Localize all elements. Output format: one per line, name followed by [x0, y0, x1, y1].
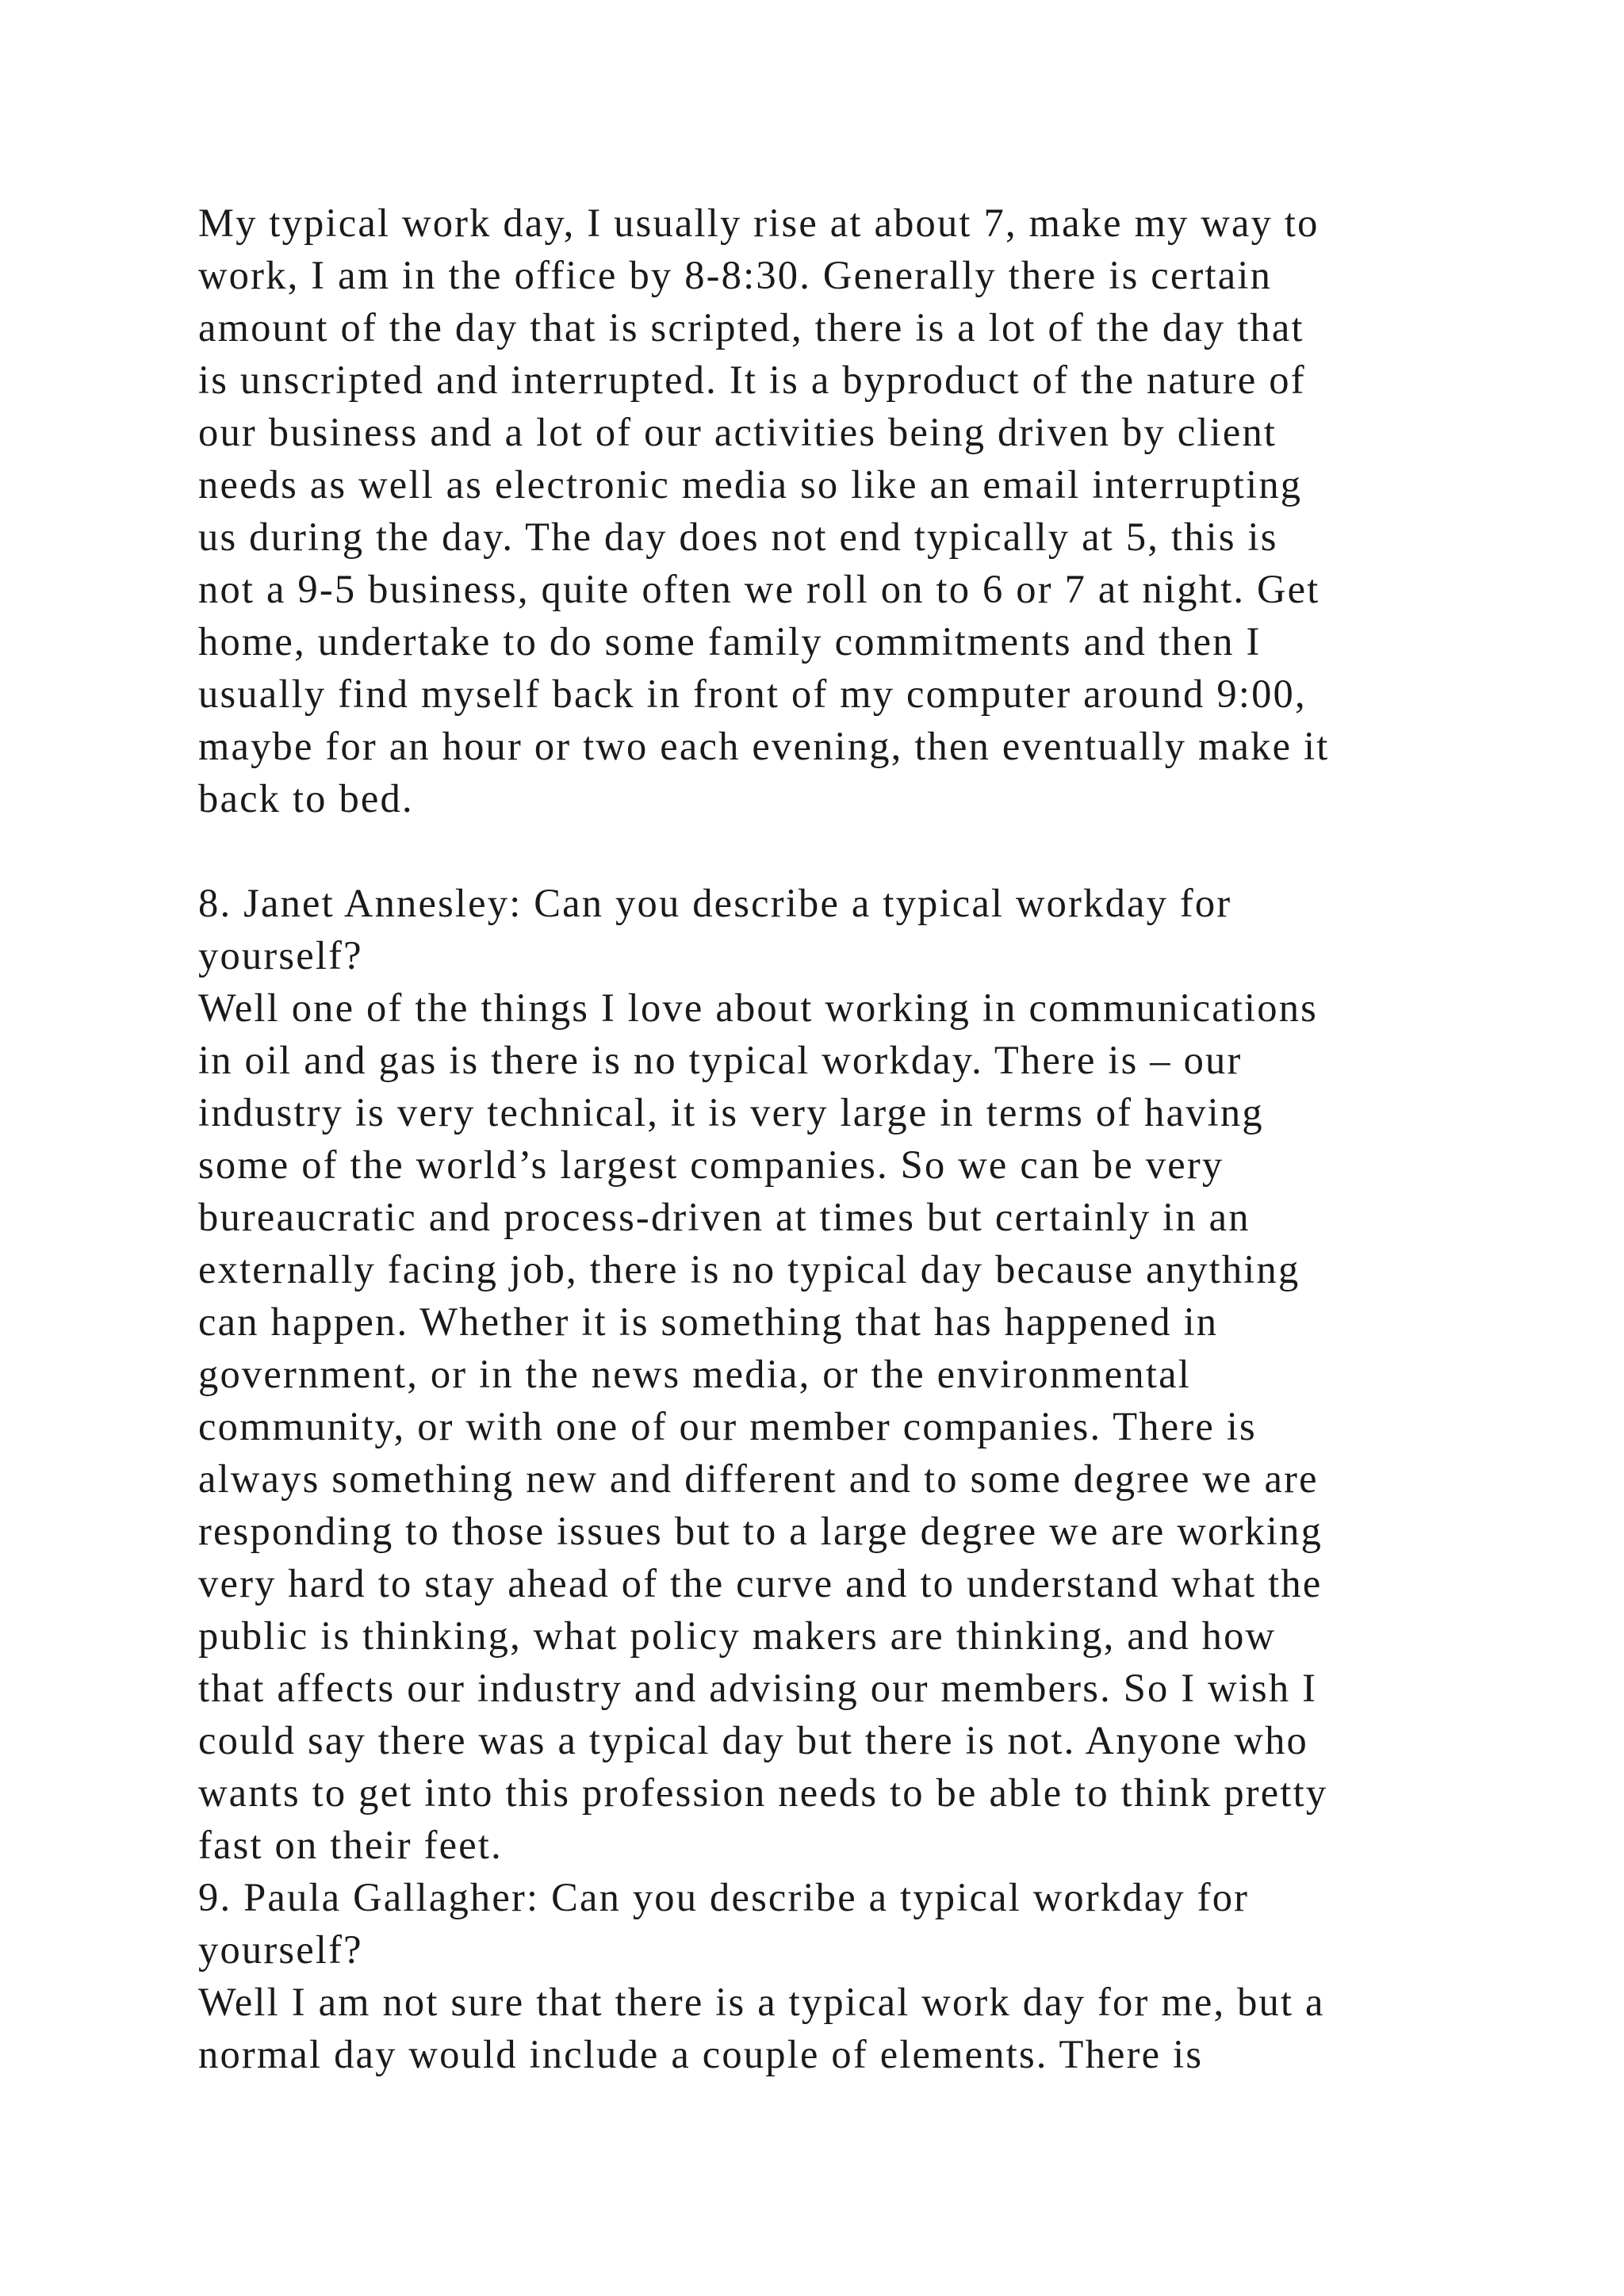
text-line: that affects our industry and advising our members. So I wish I	[198, 1666, 1318, 1710]
text-line: not a 9-5 business, quite often we roll on to 6 or 7 at night. Get	[198, 567, 1320, 611]
text-line: could say there was a typical day but there is not. Anyone who	[198, 1718, 1308, 1762]
text-line: our business and a lot of our activities being driven by client	[198, 410, 1277, 454]
text-line: yourself?	[198, 933, 363, 978]
text-line: can happen. Whether it is something that has happened in	[198, 1299, 1219, 1344]
text-line: Well one of the things I love about working in communications	[198, 985, 1319, 1030]
text-line: industry is very technical, it is very large in terms of having	[198, 1090, 1264, 1135]
text-line: government, or in the news media, or the environmental	[198, 1352, 1191, 1396]
text-line: amount of the day that is scripted, there is a lot of the day that	[198, 305, 1304, 350]
text-line: always something new and different and to some degree we are	[198, 1456, 1319, 1501]
text-line: work, I am in the office by 8-8:30. Generally there is certain	[198, 253, 1273, 297]
text-line: is unscripted and interrupted. It is a byproduct of the nature of	[198, 358, 1306, 402]
document-body	[198, 197, 1507, 2080]
text-line: us during the day. The day does not end typically at 5, this is	[198, 515, 1278, 559]
text-line: bureaucratic and process-driven at times but certainly in an	[198, 1195, 1251, 1239]
text-line: community, or with one of our member companies. There is	[198, 1404, 1257, 1448]
text-line: back to bed.	[198, 776, 414, 821]
paragraph-spacer	[198, 825, 1507, 877]
text-line: some of the world’s largest companies. So we can be very	[198, 1142, 1224, 1187]
paragraph-typical-work-day	[198, 197, 1507, 825]
text-line: responding to those issues but to a large degree we are working	[198, 1509, 1323, 1553]
text-line: Well I am not sure that there is a typical work day for me, but a	[198, 1980, 1325, 2024]
text-line: very hard to stay ahead of the curve and to understand what the	[198, 1561, 1323, 1605]
text-line: fast on their feet.	[198, 1823, 503, 1867]
answer-8	[198, 982, 1507, 1871]
text-line: maybe for an hour or two each evening, then eventually make it	[198, 724, 1330, 768]
text-line: public is thinking, what policy makers are thinking, and how	[198, 1613, 1277, 1658]
text-line: usually find myself back in front of my computer around 9:00,	[198, 672, 1307, 716]
text-line: externally facing job, there is no typical day because anything	[198, 1247, 1300, 1292]
text-line: needs as well as electronic media so like an email interrupting	[198, 462, 1303, 507]
question-8	[198, 877, 1507, 982]
text-line: 8. Janet Annesley: Can you describe a typical workday for	[198, 881, 1232, 925]
question-9	[198, 1871, 1507, 1976]
text-line: normal day would include a couple of elements. There is	[198, 2032, 1204, 2076]
answer-9	[198, 1976, 1507, 2080]
text-line: wants to get into this profession needs to be able to think pretty	[198, 1770, 1328, 1815]
text-line: home, undertake to do some family commitments and then I	[198, 619, 1262, 664]
text-line: in oil and gas is there is no typical workday. There is – our	[198, 1038, 1243, 1082]
text-line: My typical work day, I usually rise at about 7, make my way to	[198, 201, 1320, 245]
text-line: yourself?	[198, 1927, 363, 1972]
text-line: 9. Paula Gallagher: Can you describe a typical workday for	[198, 1875, 1250, 1919]
